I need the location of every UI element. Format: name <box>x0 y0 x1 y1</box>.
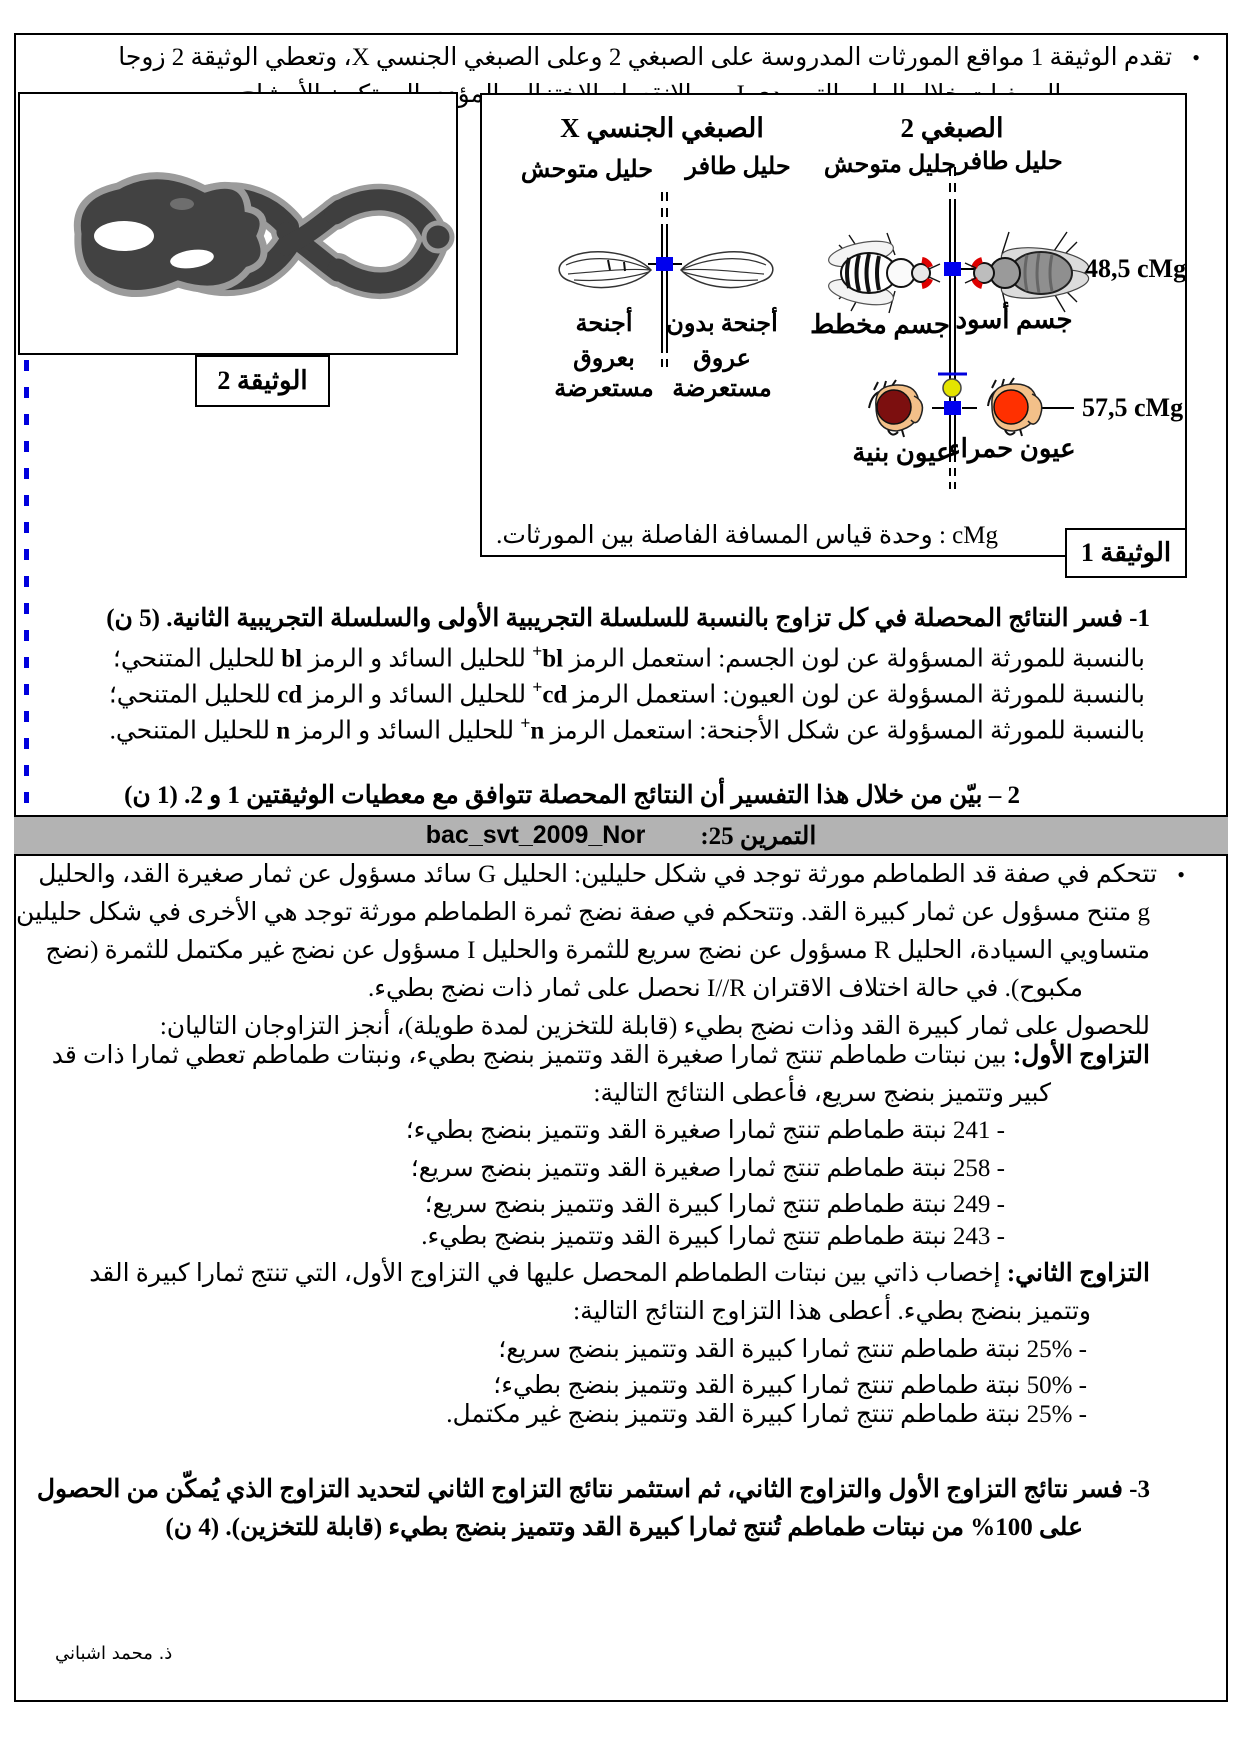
eye-color-gene-marker <box>944 401 961 415</box>
body-gene-position-label: 48,5 cMg <box>1085 254 1187 283</box>
wing-mutant-label-2: عروق <box>693 346 751 372</box>
author-signature: ذ. محمد اشباني <box>55 1643 173 1664</box>
q1-mid-3: للحليل السائد و الرمز <box>290 717 521 745</box>
allele-symbol-n: n <box>276 717 291 745</box>
q1-post-3: للحليل المتنحي. <box>109 717 277 745</box>
cross1-result-249: - 249 نبتة طماطم تنتج ثمارا كبيرة القد وتتميز بنضج سريع؛ <box>424 1191 1005 1218</box>
tomato-line-3: متساويي السيادة، الحليل R مسؤول عن نضج سريع للثمرة والحليل I مسؤول عن نضج غير مكتمل للثمرة (نضج <box>45 937 1150 964</box>
document2-image-box <box>18 92 458 355</box>
tomato-line-4: مكبوح). في حالة اختلاف الاقتران I//R نحصل على ثمار ذات نضج بطيء. <box>367 975 1083 1002</box>
allele-symbol-n-plus: n <box>530 717 545 745</box>
intro-line-1 <box>60 42 1200 73</box>
cross2-intro-line <box>40 1258 1150 1289</box>
exam-code-label: bac_svt_2009_Nor <box>425 821 646 849</box>
wing-without-crossveins-illustration <box>676 243 778 301</box>
question2-text: 2 – بيّن من خلال هذا التفسير أن النتائج المحصلة تتوافق مع معطيات الوثيقتين 1 و 2. (1 ن) <box>124 782 1020 809</box>
cross1-intro-line-2: كبير وتتميز بنضج سريع، فأعطى النتائج التالية: <box>593 1080 1051 1107</box>
allele-symbol-cd-plus: cd <box>542 681 568 709</box>
tomato-line-5: للحصول على ثمار كبيرة القد وذات نضج بطيء (قابلة للتخزين لمدة طويلة)، أنجز التزاوجان التاليان: <box>159 1013 1150 1040</box>
wing-wild-label-2: بعروق <box>573 346 635 372</box>
x-chromosome-line <box>662 192 667 367</box>
cross1-intro-line <box>40 1040 1150 1071</box>
exercise-banner <box>14 815 1228 856</box>
question3-line-2: على 100% من نبتات طماطم تُنتج ثمارا كبيرة القد وتتميز بنضج بطيء (قابلة للتخزين). (4 ن) <box>165 1514 1083 1541</box>
chr2-allele-mutant-label: حليل طافر <box>957 149 1063 175</box>
fly-striped-body-illustration <box>827 227 947 319</box>
striped-body-label: جسم مخطط <box>810 310 950 339</box>
wing-wild-label-1: أجنحة <box>575 311 633 337</box>
cross1-title: التزاوج الأول: <box>1012 1042 1150 1069</box>
wing-mutant-label-3: مستعرضة <box>672 376 772 402</box>
q1-pre-2: بالنسبة للمورثة المسؤولة عن لون العيون: استعمل الرمز <box>567 681 1145 709</box>
intro-text-2: المؤدي <box>426 81 500 108</box>
centromere-circle <box>943 379 961 397</box>
tomato-line-1 <box>40 859 1185 890</box>
x-allele-mutant-label: حليل طافر <box>685 154 791 180</box>
q1-post-2: للحليل المتنحي؛ <box>108 681 278 709</box>
cross2-result-25-incomplete: - 25% نبتة طماطم تنتج ثمارا كبيرة القد وتتميز بنضج غير مكتمل. <box>446 1401 1087 1428</box>
cross2-intro-line-2: وتتميز بنضج بطيء. أعطى هذا التزاوج النتائج التالية: <box>573 1298 1091 1325</box>
superscript-plus: + <box>520 713 531 733</box>
superscript-plus: + <box>532 677 543 697</box>
wing-mutant-label-1: أجنحة بدون <box>666 311 778 337</box>
document1-label-box <box>1065 528 1187 578</box>
cross2-title: التزاوج الثاني: <box>1006 1260 1150 1287</box>
x-gene-marker <box>656 257 673 271</box>
bivalent-chromosomes-photo <box>20 94 456 353</box>
superscript-plus: + <box>532 641 543 661</box>
allele-symbol-bl: bl <box>281 645 303 673</box>
q1-mid-2: للحليل السائد و الرمز <box>302 681 533 709</box>
question1-line-wing-shape <box>40 713 1145 747</box>
question1-intro: 1- فسر النتائج المحصلة في كل تزاوج بالنسبة للسلسلة التجريبية الأولى والسلسلة التجريبية الثانية. (5 ن) <box>106 605 1150 632</box>
wing-with-crossveins-illustration <box>554 243 656 301</box>
document2-label: الوثيقة 2 <box>217 366 308 395</box>
page-border-top <box>14 33 1228 35</box>
page-border-bottom <box>14 1700 1228 1702</box>
red-eyes-label: عيون حمراء <box>948 434 1076 463</box>
q1-pre-1: بالنسبة للمورثة المسؤولة عن لون الجسم: استعمل الرمز <box>563 645 1145 673</box>
x-chromosome-title: الصبغي الجنسي X <box>560 113 764 143</box>
cmg-unit-note: cMg : وحدة قياس المسافة الفاصلة بين المورثات. <box>496 522 998 549</box>
cross1-result-258: - 258 نبتة طماطم تنتج ثمارا صغيرة القد وتتميز بنضج سريع؛ <box>410 1155 1005 1182</box>
black-body-label: جسم أسود <box>955 305 1073 334</box>
document2-label-box <box>195 355 330 407</box>
q1-mid-1: للحليل السائد و الرمز <box>302 645 533 673</box>
allele-symbol-bl-plus: bl <box>542 645 564 673</box>
question3-line-1: 3- فسر نتائج التزاوج الأول والتزاوج الثاني، ثم استثمر نتائج التزاوج الثاني لتحديد التزاوج الذي يُمكّن من الحصول <box>36 1476 1150 1503</box>
exercise-number-label: التمرين 25: <box>700 822 817 850</box>
allele-symbol-cd: cd <box>277 681 303 709</box>
q1-pre-3: بالنسبة للمورثة المسؤولة عن شكل الأجنحة: استعمل الرمز <box>544 717 1145 745</box>
eye-gene-position-label: 57,5 cMg <box>1082 393 1184 422</box>
intro-text-1: تقدم الوثيقة 1 مواقع المورثات المدروسة على الصبغي 2 وعلى الصبغي الجنسي X، وتعطي الوثيقة 2 زوجا <box>118 44 1173 71</box>
question1-line-body-color <box>40 641 1145 675</box>
q1-post-1: للحليل المتنحي؛ <box>112 645 282 673</box>
cross1-result-241: - 241 نبتة طماطم تنتج ثمارا صغيرة القد وتتميز بنضج بطيء؛ <box>405 1117 1005 1144</box>
bullet-icon: • <box>1177 862 1185 887</box>
document1-label: الوثيقة 1 <box>1080 538 1172 567</box>
brown-eye-illustration <box>864 378 928 440</box>
cross2-result-25-fast: - 25% نبتة طماطم تنتج ثمارا كبيرة القد وتتميز بنضج سريع؛ <box>498 1336 1087 1363</box>
page-border-right <box>1226 33 1228 1702</box>
bullet-icon: • <box>1192 45 1200 70</box>
tomato-line-2: g متنح مسؤول عن ثمار كبيرة القد. وتتحكم في صفة نضج ثمرة الطماطم مورثة توجد هي الأخرى في شكل حليلين <box>15 899 1150 926</box>
cross2-result-50-slow: - 50% نبتة طماطم تنتج ثمارا كبيرة القد وتتميز بنضج بطيء؛ <box>493 1372 1087 1399</box>
cross2-intro-text: إخصاب ذاتي بين نبتات الطماطم المحصل عليها في التزاوج الأول، التي تنتج ثمارا كبيرة القد <box>89 1260 1007 1287</box>
cross1-intro-text: بين نبتات طماطم تنتج ثمارا صغيرة القد وتتميز بنضج بطيء، ونبتات طماطم تعطي ثمارا ذات قد <box>51 1042 1013 1069</box>
chr2-allele-wild-label: حليل متوحش <box>823 152 957 178</box>
tomato-text-1: تتحكم في صفة قد الطماطم مورثة توجد في شكل حليلين: الحليل G سائد مسؤول عن ثمار صغيرة القد، والحليل <box>38 861 1158 888</box>
red-eye-illustration <box>980 376 1048 440</box>
brown-eyes-label: عيون بنية <box>852 438 952 467</box>
cross1-result-243: - 243 نبتة طماطم تنتج ثمارا كبيرة القد وتتميز بنضج بطيء. <box>421 1223 1005 1250</box>
question1-line-eye-color <box>40 677 1145 711</box>
chromosome2-title: الصبغي 2 <box>900 113 1004 143</box>
x-allele-wild-label: حليل متوحش <box>520 157 654 183</box>
page-border-left <box>14 33 16 1702</box>
document1-figure-box <box>480 93 1187 557</box>
wing-wild-label-3: مستعرضة <box>554 376 654 402</box>
